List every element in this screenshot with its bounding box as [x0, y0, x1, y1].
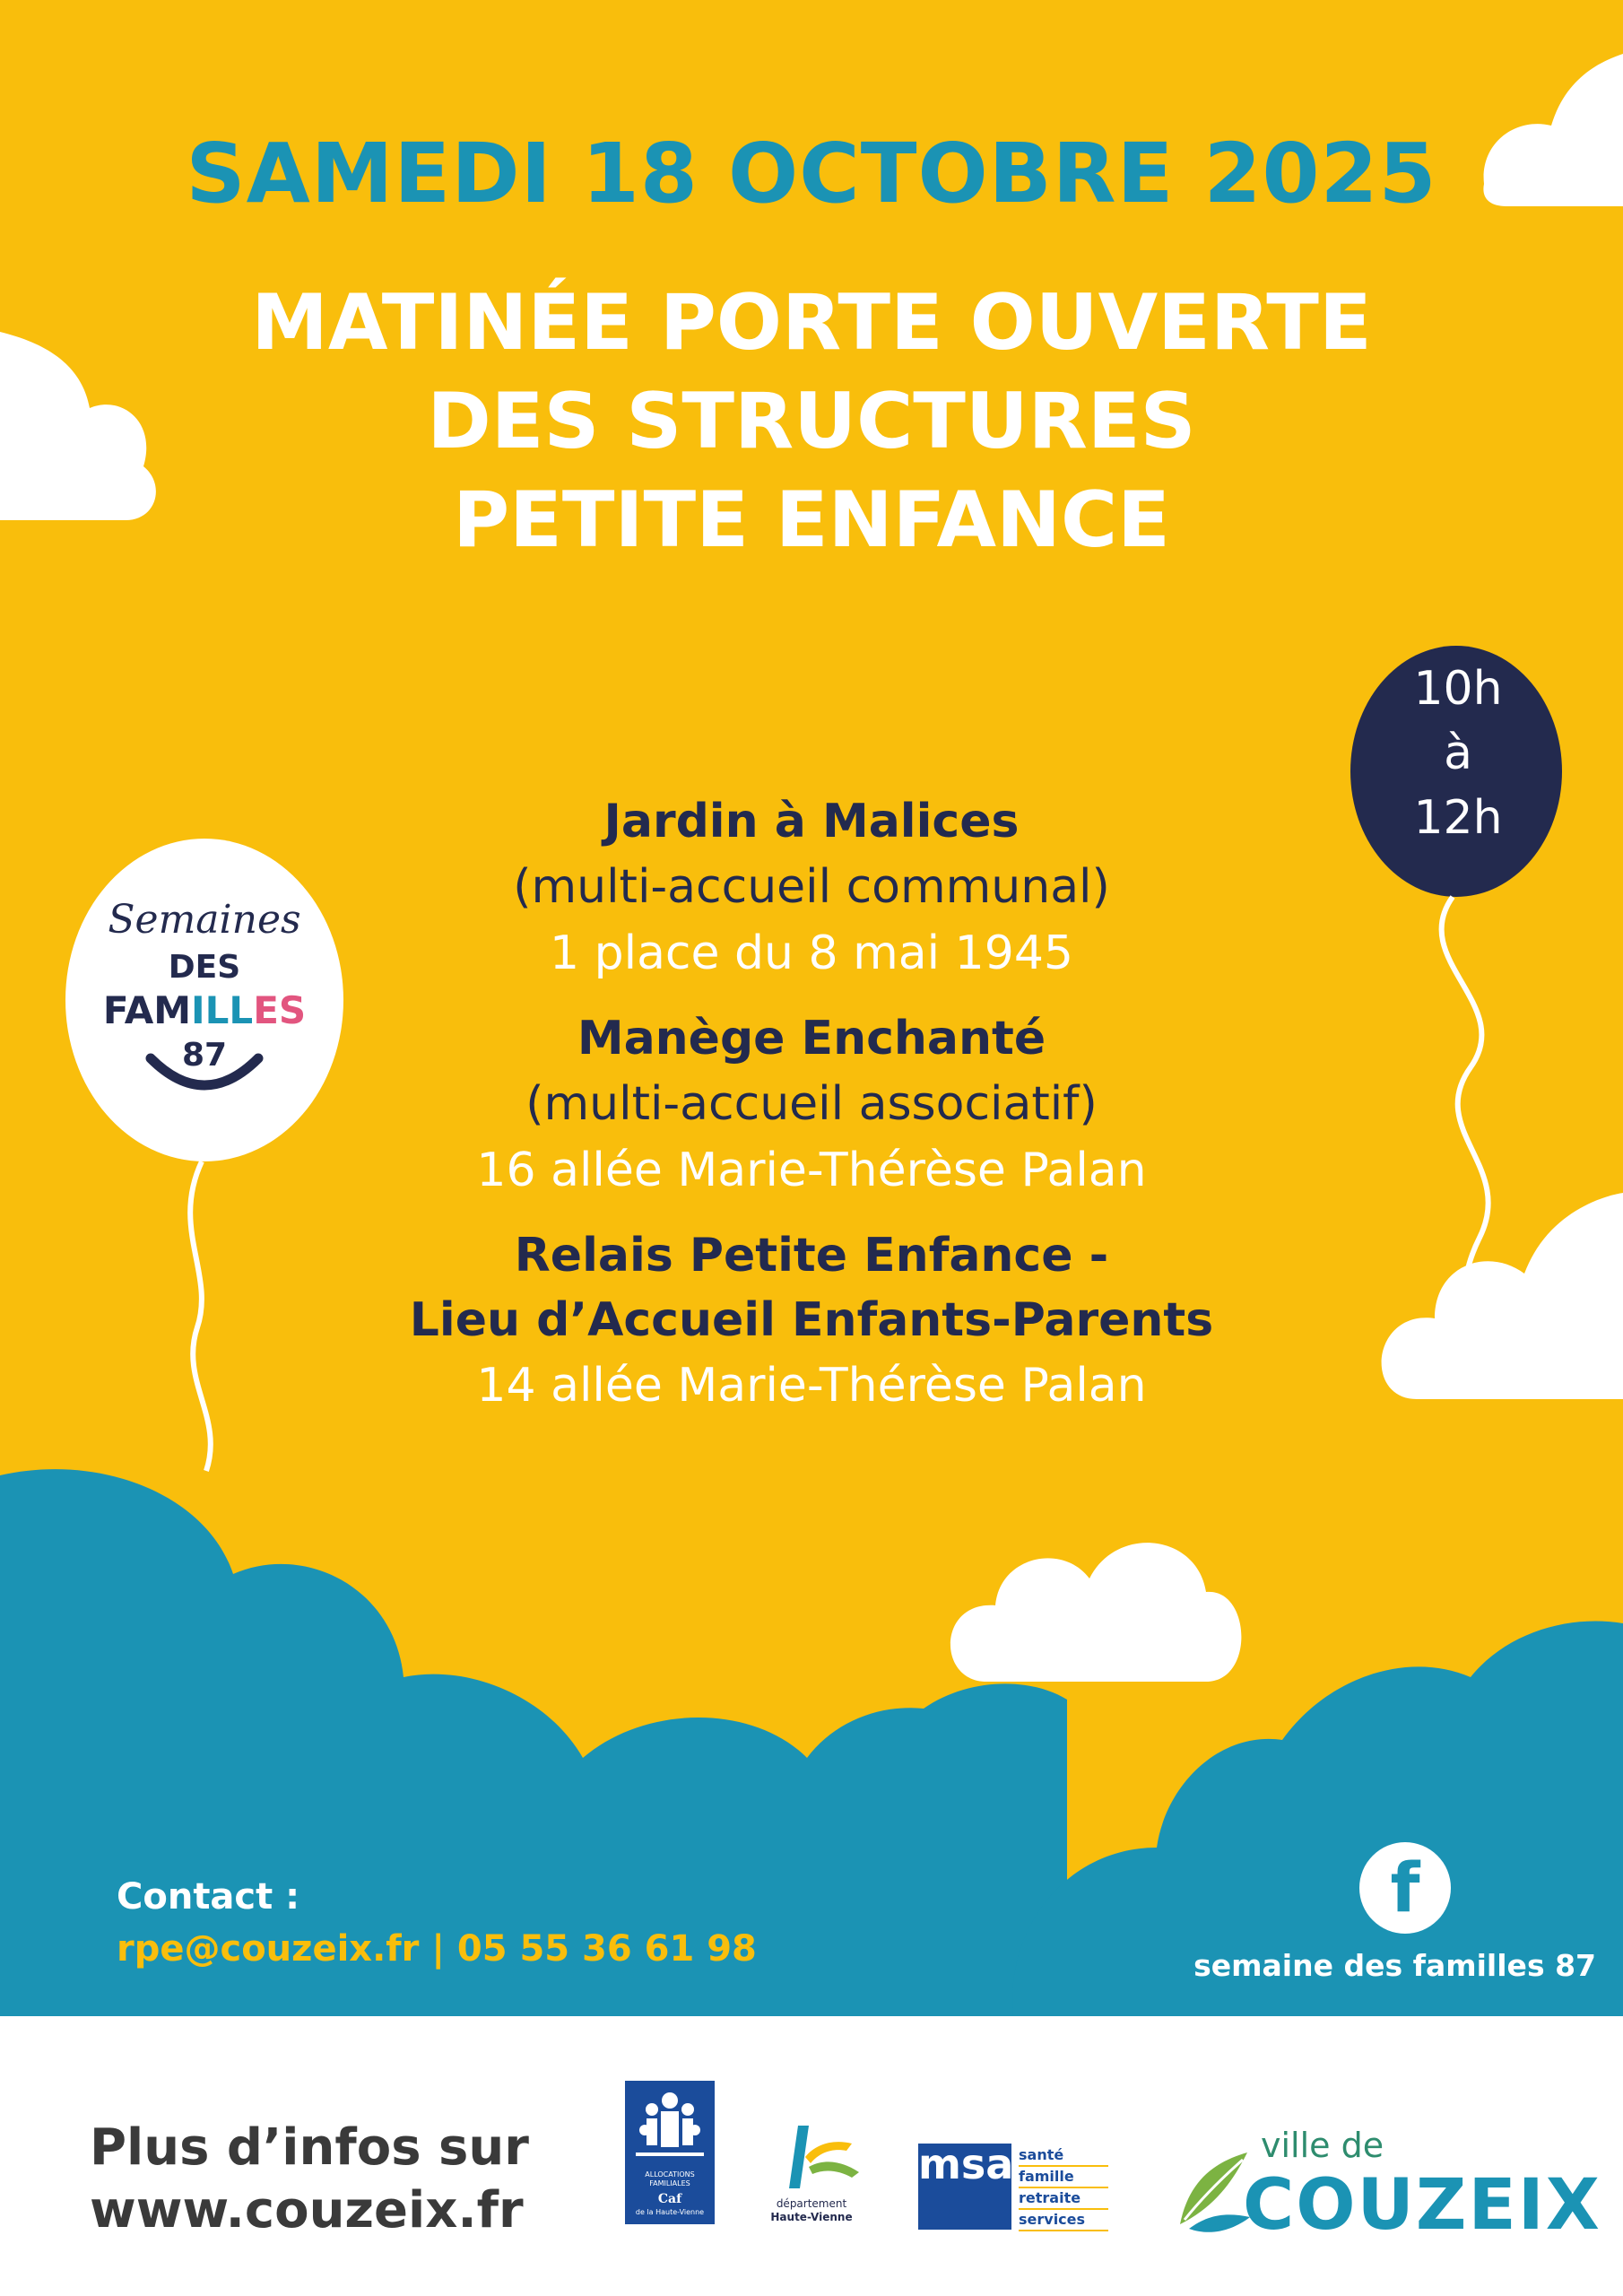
caf-sub: de la Haute-Vienne — [635, 2208, 705, 2216]
venue-list — [269, 789, 1354, 1439]
caf-caption: ALLOCATIONS FAMILIALES — [645, 2170, 695, 2187]
cloud-right-middle — [1382, 1193, 1623, 1399]
logo-line: 87 — [181, 1037, 228, 1074]
departement-label — [753, 2197, 870, 2224]
logo-line-familles: FAMILLES — [102, 988, 307, 1032]
msa-mark: msa — [918, 2144, 1011, 2230]
time-separator: à — [1444, 726, 1472, 780]
venue-type: (multi-accueil associatif) — [525, 1077, 1098, 1131]
time-badge — [1352, 648, 1564, 881]
msa-line: retraite — [1019, 2188, 1108, 2210]
departement-line: département — [776, 2197, 847, 2210]
balloon-white-string — [190, 1161, 211, 1471]
facebook-page-label[interactable]: semaine des familles 87 — [1193, 1948, 1596, 1983]
venue-address: 16 allée Marie-Thérèse Palan — [476, 1144, 1147, 1197]
time-start: 10h — [1413, 662, 1503, 716]
venue-name: Manège Enchanté — [577, 1012, 1046, 1065]
venue-item — [269, 789, 1354, 987]
event-date: SAMEDI 18 OCTOBRE 2025 — [186, 126, 1437, 222]
contact-info[interactable]: rpe@couzeix.fr | 05 55 36 61 98 — [117, 1928, 757, 1970]
title-line: PETITE ENFANCE — [453, 475, 1170, 565]
website-link[interactable]: www.couzeix.fr — [90, 2181, 524, 2239]
cloud-small-middle — [950, 1543, 1241, 1682]
couzeix-leaf-icon — [1171, 2144, 1252, 2242]
caf-logo — [625, 2081, 715, 2224]
title-line: MATINÉE PORTE OUVERTE — [251, 278, 1372, 368]
caf-name: Caf — [657, 2192, 682, 2206]
venue-item — [269, 1006, 1354, 1204]
caf-family-icon — [625, 2081, 715, 2170]
event-title — [0, 274, 1623, 570]
msa-line: services — [1019, 2210, 1108, 2231]
couzeix-prefix: ville de — [1261, 2126, 1384, 2165]
ville-de-couzeix-logo — [1171, 2126, 1601, 2246]
venue-address: 1 place du 8 mai 1945 — [550, 926, 1073, 980]
logo-line: DES — [168, 949, 241, 986]
msa-line: famille — [1019, 2167, 1108, 2188]
msa-line: santé — [1019, 2145, 1108, 2167]
time-end: 12h — [1413, 791, 1503, 845]
departement-mark-icon — [753, 2117, 870, 2197]
departement-line: Haute-Vienne — [770, 2211, 853, 2223]
msa-logo — [918, 2140, 1098, 2230]
contact-label: Contact : — [117, 1876, 300, 1918]
msa-lines — [1019, 2145, 1108, 2231]
title-line: DES STRUCTURES — [427, 377, 1196, 466]
facebook-glyph: f — [1390, 1848, 1420, 1927]
logo-line: Semaines — [108, 897, 301, 943]
more-info-line: Plus d’infos sur — [90, 2118, 529, 2177]
venue-name: Jardin à Malices — [603, 795, 1020, 848]
venue-name: Relais Petite Enfance - — [514, 1229, 1109, 1283]
venue-item — [269, 1223, 1354, 1419]
venue-type: (multi-accueil communal) — [513, 860, 1110, 914]
more-info — [90, 2117, 529, 2242]
venue-address: 14 allée Marie-Thérèse Palan — [476, 1359, 1147, 1413]
facebook-icon[interactable] — [1359, 1842, 1451, 1934]
venue-name: Lieu d’Accueil Enfants-Parents — [409, 1293, 1214, 1347]
departement-haute-vienne-logo — [753, 2117, 870, 2233]
couzeix-name: COUZEIX — [1243, 2165, 1601, 2246]
